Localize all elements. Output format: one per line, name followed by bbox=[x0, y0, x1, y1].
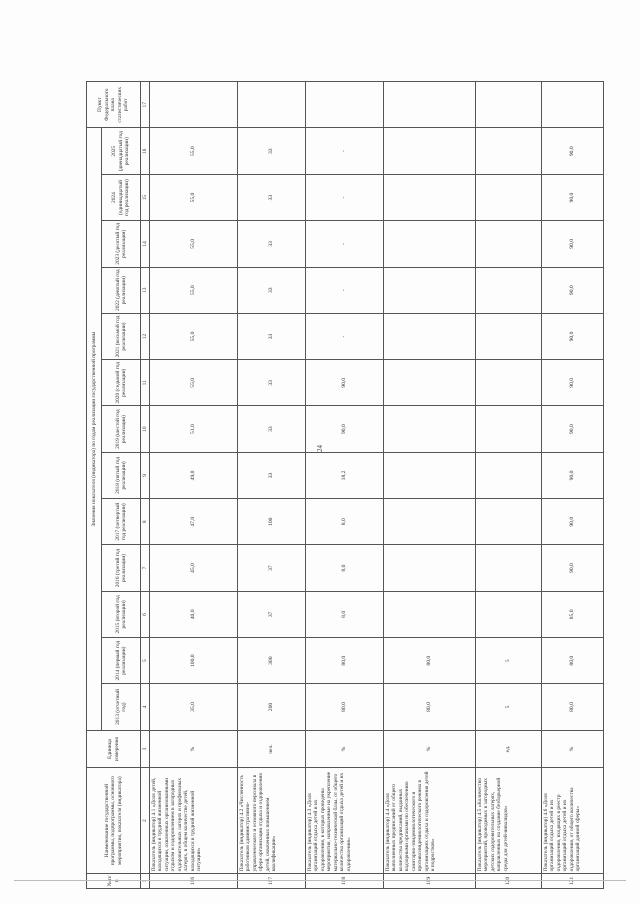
row-number: 119 bbox=[384, 873, 476, 888]
value-cell: 51,0 bbox=[150, 406, 238, 452]
header-year: 2021 (восьмой год реализации) bbox=[102, 313, 141, 359]
value-cell: 90,0 bbox=[542, 128, 604, 174]
unit-cell: % bbox=[306, 730, 384, 768]
value-cell: 8,0 bbox=[306, 545, 384, 591]
header-year: 2016 (третий год реализации) bbox=[102, 545, 141, 591]
value-cell: - bbox=[306, 174, 384, 220]
value-cell bbox=[476, 174, 542, 220]
value-cell bbox=[384, 406, 476, 452]
value-cell: 5 bbox=[476, 638, 542, 684]
indicator-name: Показатель (индикатор) 4.4 «Доля выполненных предписаний от общего количества предписаний, выданных надзорными органами по обеспечению санитарно-эпидемиологического и противоэпидемиологического режима в организациях отдыха и оздоровления детей и подростков» bbox=[384, 768, 476, 874]
header-year: 2024 (одиннадцатый год реализации) bbox=[102, 174, 141, 220]
value-cell: 90,0 bbox=[542, 406, 604, 452]
column-number: 17 bbox=[141, 82, 150, 129]
value-cell: 90,0 bbox=[306, 360, 384, 406]
indicator-name: Показатель (индикатор) 4.1 «Доля детей, находящихся в трудной жизненной ситуации, охваченных организованными отдыхом и оздоровлением в загородных оздоровительных лагерях и профильных лагерях, в общем количестве детей, находящихся в трудной жизненной ситуации» bbox=[150, 768, 238, 874]
value-cell: 47,0 bbox=[150, 499, 238, 545]
value-cell: 40,0 bbox=[150, 591, 238, 637]
value-cell bbox=[384, 452, 476, 498]
header-name: Наименование государственной программы, подпрограммы, основного мероприятия, показателя (индикатора) bbox=[87, 768, 141, 874]
value-cell bbox=[476, 360, 542, 406]
value-cell: 90,0 bbox=[542, 499, 604, 545]
header-n: № п/п bbox=[87, 873, 141, 888]
table-row bbox=[150, 82, 238, 889]
column-number: 2 bbox=[141, 768, 150, 874]
value-cell: 8,0 bbox=[306, 499, 384, 545]
value-cell bbox=[384, 174, 476, 220]
value-cell bbox=[384, 221, 476, 267]
column-number: 10 bbox=[141, 406, 150, 452]
value-cell bbox=[384, 499, 476, 545]
value-cell: 80,0 bbox=[306, 684, 384, 730]
value-cell: 80,0 bbox=[542, 638, 604, 684]
indicator-name: Показатель (индикатор) 4.3 «Доля организаций отдыха детей и их оздоровления, в которых проведены мероприятия, направленные на укрепление материально-технической базы, от общего количества организаций отдыха детей и их оздоровления» bbox=[306, 768, 384, 874]
header-year: 2019 (шестой год реализации) bbox=[102, 406, 141, 452]
value-cell: - bbox=[306, 221, 384, 267]
value-cell: 33 bbox=[238, 452, 306, 498]
value-cell: 100 bbox=[238, 499, 306, 545]
table-row bbox=[384, 82, 476, 889]
value-cell: 300 bbox=[238, 638, 306, 684]
row-number: 118 bbox=[306, 873, 384, 888]
unit-cell: % bbox=[542, 730, 604, 768]
source-cell bbox=[150, 82, 238, 129]
value-cell: 55,0 bbox=[150, 174, 238, 220]
unit-cell: чел. bbox=[238, 730, 306, 768]
column-number: 12 bbox=[141, 313, 150, 359]
value-cell bbox=[384, 545, 476, 591]
value-cell: 80,0 bbox=[542, 684, 604, 730]
unit-cell: % bbox=[150, 730, 238, 768]
value-cell: 90,0 bbox=[542, 360, 604, 406]
header-year: 2017 (четвертый год реализации) bbox=[102, 499, 141, 545]
value-cell bbox=[476, 406, 542, 452]
value-cell: 80,0 bbox=[384, 638, 476, 684]
indicator-name: Показатель (индикатор) 4.5 «Количество мероприятий, проводимых в загородных детских оздоровительных лагерях, направленных на создание безбарьерной среды для детей-инвалидов» bbox=[476, 768, 542, 874]
value-cell: - bbox=[306, 313, 384, 359]
value-cell bbox=[476, 221, 542, 267]
indicators-table bbox=[86, 81, 604, 889]
value-cell: 33 bbox=[238, 360, 306, 406]
page-number: 24 bbox=[316, 445, 324, 452]
value-cell: 55,0 bbox=[150, 313, 238, 359]
header-year: 2013 (отчетный год) bbox=[102, 684, 141, 730]
header-year: 2025 (двенадцатый год реализации) bbox=[102, 128, 141, 174]
value-cell: 33 bbox=[238, 267, 306, 313]
value-cell: 33 bbox=[238, 128, 306, 174]
value-cell: 55,0 bbox=[150, 267, 238, 313]
table-row bbox=[476, 82, 542, 889]
value-cell: 35,0 bbox=[150, 684, 238, 730]
column-number: 5 bbox=[141, 638, 150, 684]
value-cell bbox=[476, 499, 542, 545]
value-cell bbox=[384, 313, 476, 359]
value-cell: 90,0 bbox=[542, 174, 604, 220]
source-cell bbox=[306, 82, 384, 129]
column-number: 6 bbox=[141, 591, 150, 637]
column-number: 4 bbox=[141, 684, 150, 730]
column-number: 13 bbox=[141, 267, 150, 313]
indicator-name: Показатель (индикатор) 4.6 «Доля организаций отдыха детей и их оздоровления, входящих в реестр организаций отдыха детей и их оздоровления, от общего количества организаций данной сферы» bbox=[542, 768, 604, 874]
value-cell: 80,0 bbox=[384, 684, 476, 730]
header-year: 2015 (второй год реализации) bbox=[102, 591, 141, 637]
value-cell: 33 bbox=[238, 221, 306, 267]
table-row bbox=[306, 82, 384, 889]
value-cell: 55,0 bbox=[150, 128, 238, 174]
value-cell bbox=[476, 545, 542, 591]
source-cell bbox=[476, 82, 542, 129]
rotated-table-container bbox=[86, 81, 582, 889]
column-number: 7 bbox=[141, 545, 150, 591]
value-cell bbox=[476, 313, 542, 359]
column-number: 1 bbox=[141, 873, 150, 888]
value-cell: - bbox=[306, 267, 384, 313]
unit-cell: % bbox=[384, 730, 476, 768]
value-cell: 90,0 bbox=[306, 406, 384, 452]
header-values-group: Значения показателя (индикатора) по годам реализации государственной программы bbox=[87, 128, 102, 730]
value-cell bbox=[384, 591, 476, 637]
indicators-table-body bbox=[150, 82, 604, 889]
row-number: 121 bbox=[542, 873, 604, 888]
value-cell: 55,0 bbox=[150, 221, 238, 267]
value-cell: 37 bbox=[238, 545, 306, 591]
source-cell bbox=[238, 82, 306, 129]
source-cell bbox=[542, 82, 604, 129]
value-cell bbox=[476, 591, 542, 637]
value-cell bbox=[476, 452, 542, 498]
value-cell bbox=[384, 128, 476, 174]
column-number: 15 bbox=[141, 174, 150, 220]
header-year: 2023 (десятый год реализации) bbox=[102, 221, 141, 267]
value-cell bbox=[476, 128, 542, 174]
value-cell: 90,0 bbox=[542, 267, 604, 313]
value-cell: 80,0 bbox=[306, 638, 384, 684]
source-cell bbox=[384, 82, 476, 129]
value-cell bbox=[384, 267, 476, 313]
value-cell: 8,0 bbox=[306, 591, 384, 637]
column-number: 9 bbox=[141, 452, 150, 498]
column-number: 3 bbox=[141, 730, 150, 768]
value-cell: 90,0 bbox=[542, 452, 604, 498]
header-unit: Единица измерения bbox=[87, 730, 141, 768]
table-row bbox=[238, 82, 306, 889]
column-number: 11 bbox=[141, 360, 150, 406]
value-cell: 5 bbox=[476, 684, 542, 730]
value-cell: 37 bbox=[238, 591, 306, 637]
header-year: 2014 (первый год реализации) bbox=[102, 638, 141, 684]
header-year: 2020 (седьмой год реализации) bbox=[102, 360, 141, 406]
unit-cell: ед. bbox=[476, 730, 542, 768]
row-number: 116 bbox=[150, 873, 238, 888]
row-number: 117 bbox=[238, 873, 306, 888]
page-bottom-rule bbox=[14, 880, 626, 881]
column-number-row bbox=[141, 82, 150, 889]
value-cell: 33 bbox=[238, 174, 306, 220]
header-source: Пункт Федерального плана статистических работ bbox=[87, 82, 141, 129]
value-cell: 200 bbox=[238, 684, 306, 730]
column-number: 8 bbox=[141, 499, 150, 545]
value-cell: 33 bbox=[238, 406, 306, 452]
value-cell: 90,0 bbox=[542, 545, 604, 591]
value-cell bbox=[384, 360, 476, 406]
value-cell: 49,0 bbox=[150, 452, 238, 498]
value-cell: 33 bbox=[238, 313, 306, 359]
value-cell: 45,0 bbox=[150, 545, 238, 591]
indicator-name: Показатель (индикатор) 4.2 «Численность работников административно-управленческого и основного персонала в сфере организации отдыха и оздоровления детей, охваченных повышением квалификации» bbox=[238, 768, 306, 874]
value-cell: 18,2 bbox=[306, 452, 384, 498]
value-cell: 85,0 bbox=[542, 591, 604, 637]
header-year: 2018 (пятый год реализации) bbox=[102, 452, 141, 498]
row-number: 120 bbox=[476, 873, 542, 888]
value-cell: 90,0 bbox=[542, 221, 604, 267]
column-number: 16 bbox=[141, 128, 150, 174]
table-row bbox=[542, 82, 604, 889]
value-cell: 55,0 bbox=[150, 360, 238, 406]
value-cell: 100,0 bbox=[150, 638, 238, 684]
column-number: 14 bbox=[141, 221, 150, 267]
value-cell: - bbox=[306, 128, 384, 174]
header-year: 2022 (девятый год реализации) bbox=[102, 267, 141, 313]
value-cell: 90,0 bbox=[542, 313, 604, 359]
value-cell bbox=[476, 267, 542, 313]
